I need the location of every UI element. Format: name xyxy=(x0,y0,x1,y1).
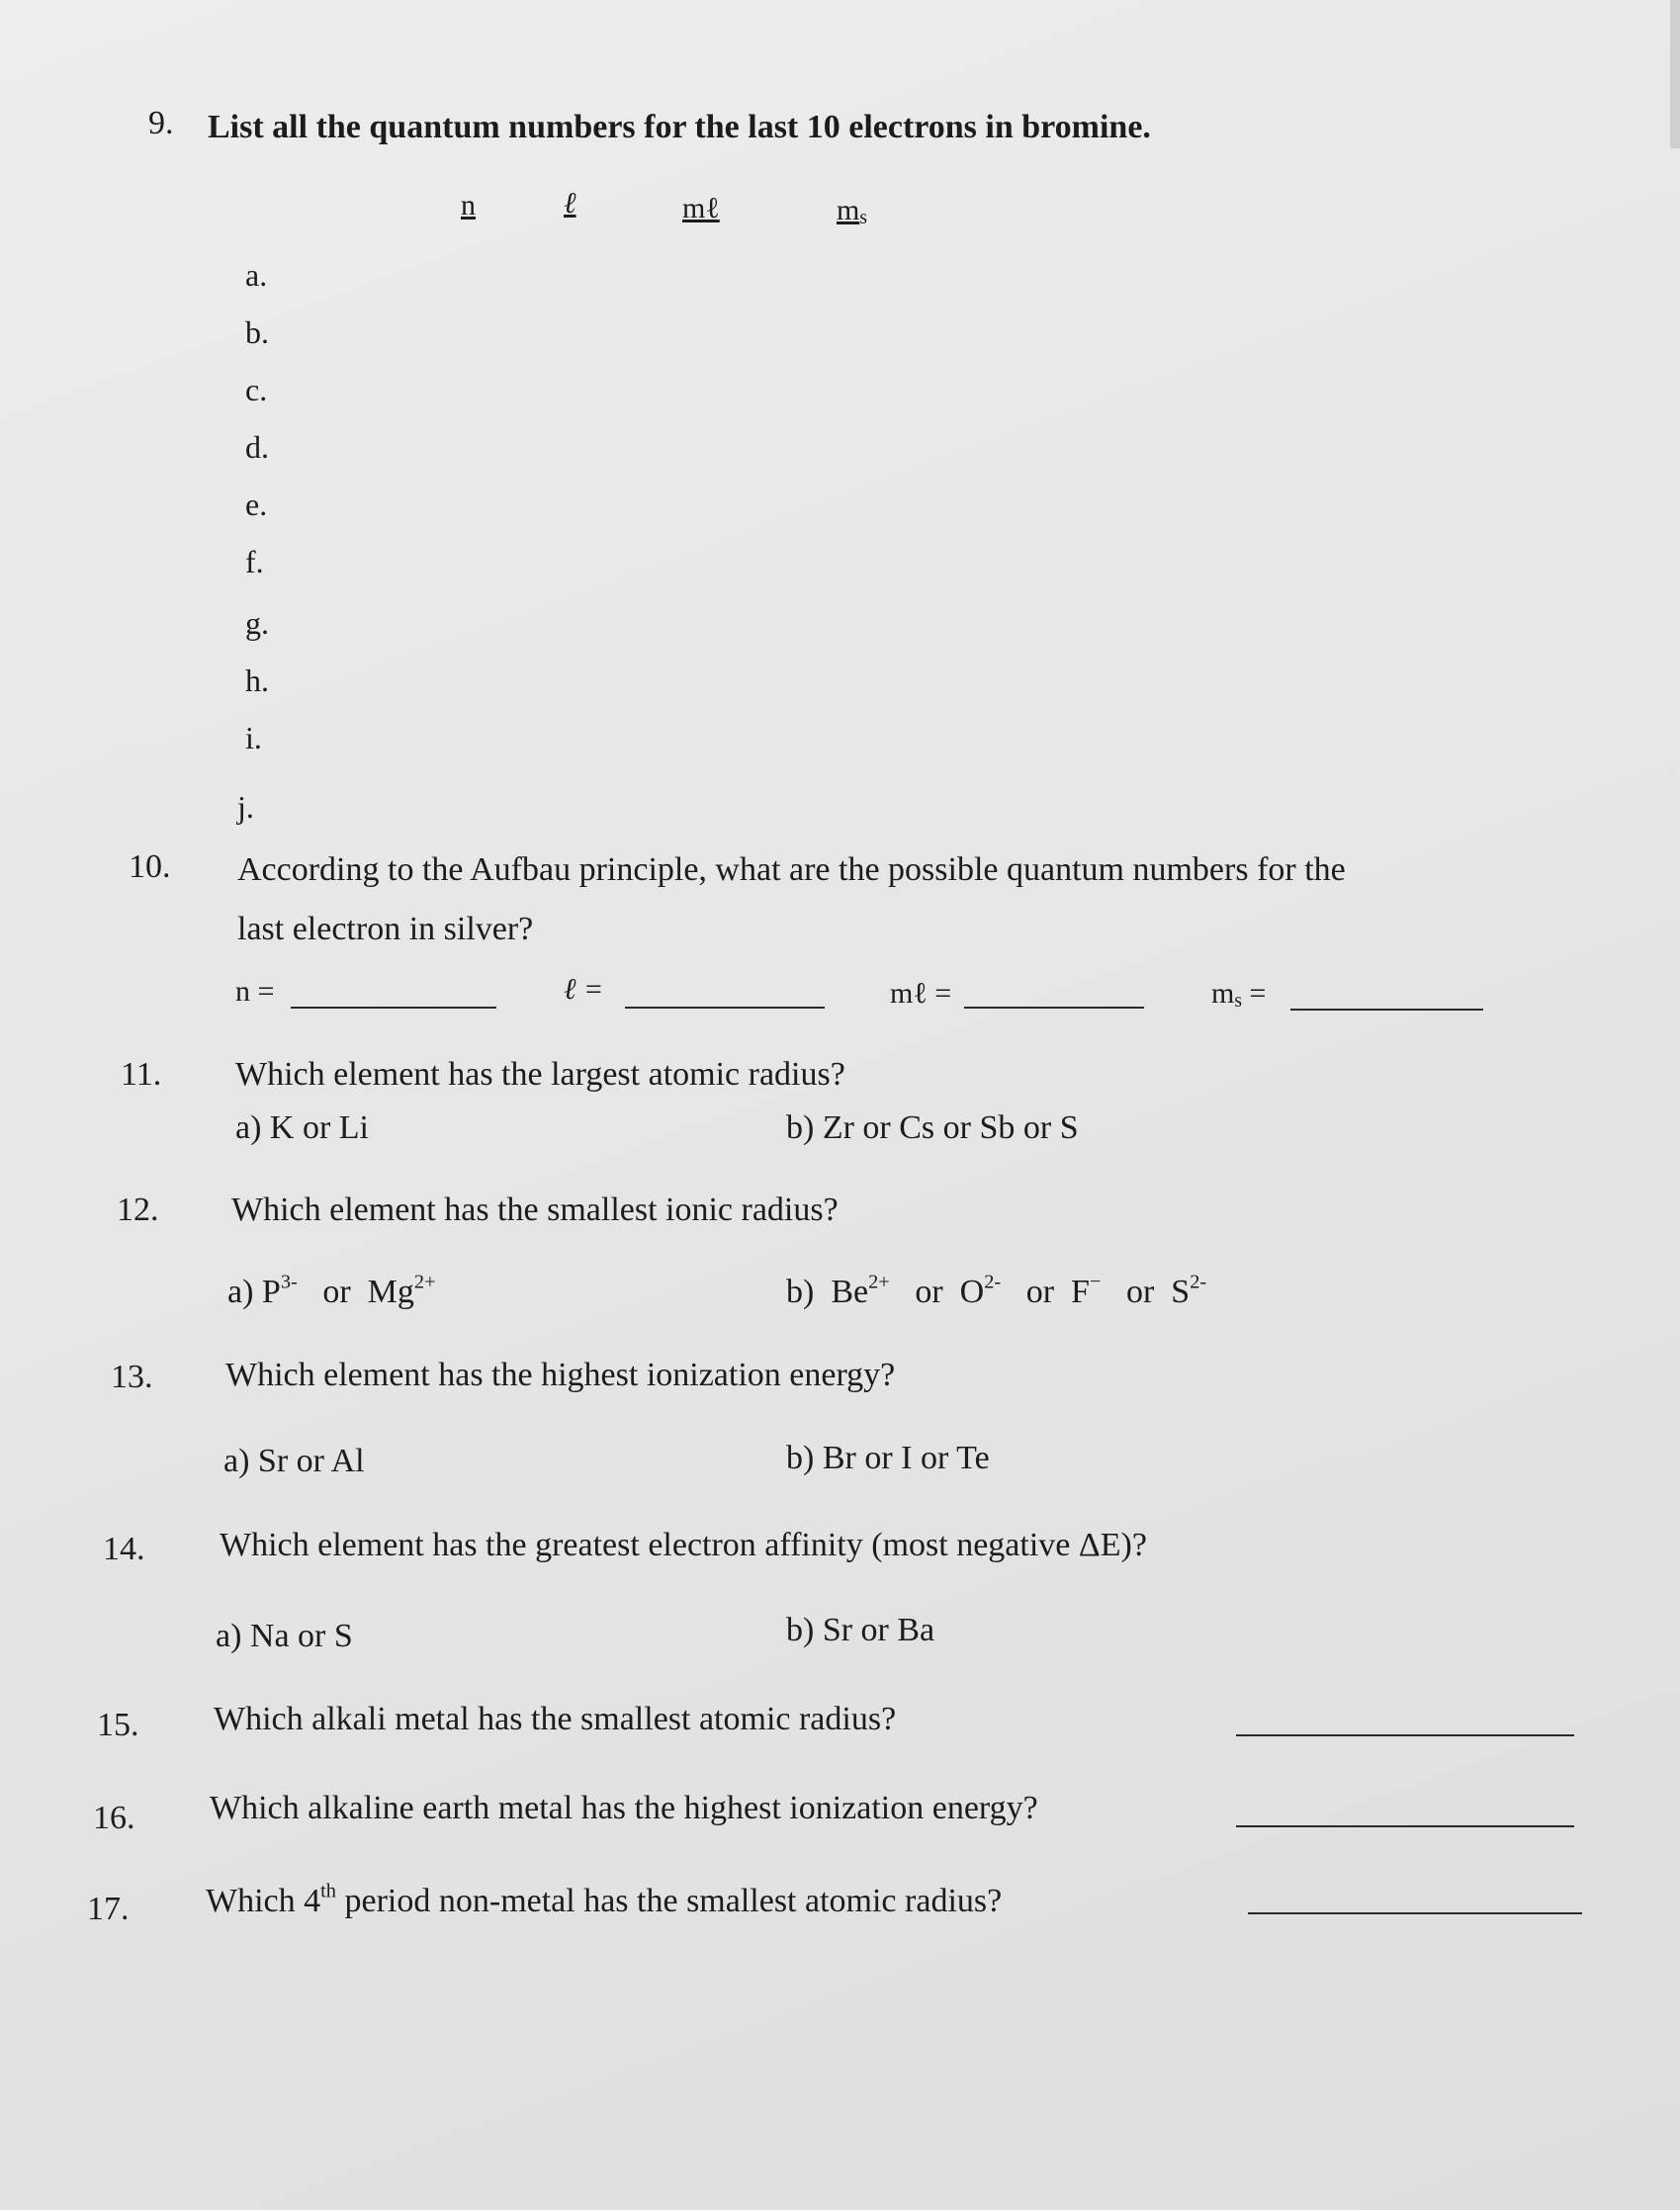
q12-option-a: a) $P^{3-}$ or $Mg^{2+}$ xyxy=(227,1271,436,1310)
q9-header-n: n xyxy=(461,189,476,221)
q10-ml-label: mℓ = xyxy=(890,977,952,1010)
q12-option-b: b) $Be^{2+}$ or $O^{2-}$ or F− or $S^{2-}$ xyxy=(786,1271,1207,1310)
q15-number: 15. xyxy=(97,1707,139,1743)
q14-prompt: Which element has the greatest electron affinity (most negative ΔE)? xyxy=(220,1527,1147,1563)
q9-item-b: b. xyxy=(245,314,269,350)
q10-ms-label xyxy=(1211,979,1266,1011)
q16-prompt: Which alkaline earth metal has the highest ionization energy? xyxy=(210,1790,1038,1826)
q16-answer-blank[interactable] xyxy=(1236,1825,1574,1827)
q9-item-d: d. xyxy=(245,429,269,465)
page-edge-shadow xyxy=(1670,0,1680,148)
q9-item-h: h. xyxy=(245,663,269,698)
q10-line1: According to the Aufbau principle, what are the possible quantum numbers for the xyxy=(237,851,1346,888)
q9-header-ms xyxy=(837,196,867,227)
q13-prompt: Which element has the highest ionization energy? xyxy=(225,1357,896,1393)
q9-item-a: a. xyxy=(245,257,268,293)
q17-answer-blank[interactable] xyxy=(1248,1912,1582,1914)
q14-option-b: b) Sr or Ba xyxy=(786,1612,935,1648)
q9-item-f: f. xyxy=(245,544,264,579)
q11-number: 11. xyxy=(121,1056,162,1093)
q13-option-b: b) Br or I or Te xyxy=(786,1440,990,1476)
q9-number: 9. xyxy=(148,105,174,141)
q10-ms-base: m xyxy=(1211,977,1235,1010)
q15-answer-blank[interactable] xyxy=(1236,1734,1574,1736)
q9-item-g: g. xyxy=(245,605,269,641)
q10-ml-blank[interactable] xyxy=(964,1007,1144,1009)
q10-l-label: ℓ = xyxy=(564,973,604,1006)
q10-n-label: n = xyxy=(235,975,275,1008)
q10-ms-sub: s xyxy=(1234,990,1242,1012)
q9-header-l: ℓ xyxy=(564,187,576,220)
q10-ms-blank[interactable] xyxy=(1290,1009,1483,1011)
q9-header-ms-sub: s xyxy=(859,207,867,228)
q14-option-a: a) Na or S xyxy=(216,1618,353,1654)
q16-number: 16. xyxy=(93,1800,135,1836)
q10-number: 10. xyxy=(129,848,171,885)
q10-n-blank[interactable] xyxy=(291,1007,496,1009)
q17-prompt: Which 4th period non-metal has the smallest atomic radius? xyxy=(206,1880,1003,1919)
q9-item-c: c. xyxy=(245,372,268,407)
q13-number: 13. xyxy=(111,1359,153,1395)
q13-option-a: a) Sr or Al xyxy=(223,1443,365,1479)
q12-number: 12. xyxy=(117,1192,159,1228)
q10-l-blank[interactable] xyxy=(625,1007,825,1009)
q17-number: 17. xyxy=(87,1891,130,1927)
q11-option-a: a) K or Li xyxy=(235,1109,370,1146)
q11-option-b: b) Zr or Cs or Sb or S xyxy=(786,1109,1079,1146)
q10-ms-eq: = xyxy=(1241,977,1267,1010)
q9-prompt: List all the quantum numbers for the last 10 electrons in bromine. xyxy=(208,109,1151,145)
q9-header-ml: mℓ xyxy=(682,192,720,224)
q11-prompt: Which element has the largest atomic radius? xyxy=(235,1056,845,1093)
q15-prompt: Which alkali metal has the smallest atomic radius? xyxy=(214,1701,897,1737)
q9-header-ms-base: m xyxy=(837,194,860,226)
q14-number: 14. xyxy=(103,1531,145,1567)
q10-line2: last electron in silver? xyxy=(237,911,534,947)
q12-prompt: Which element has the smallest ionic radius? xyxy=(231,1192,839,1228)
q9-item-i: i. xyxy=(245,720,262,755)
q9-item-j: j. xyxy=(237,789,254,825)
q9-item-e: e. xyxy=(245,486,268,522)
